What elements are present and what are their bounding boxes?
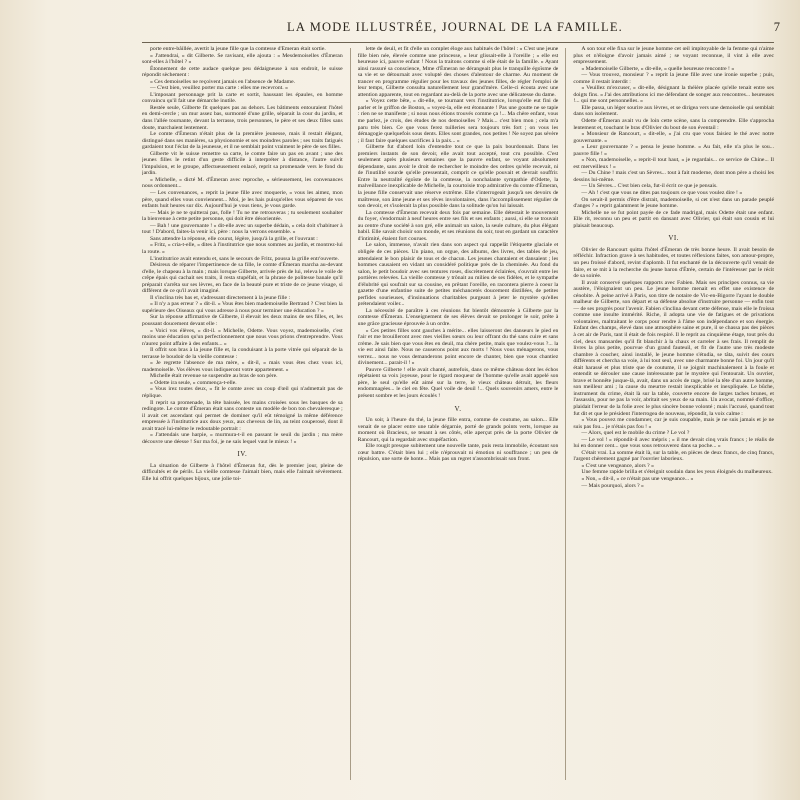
paragraph: « Voyez cette bête, » dit-elle, se tournant vers l'institutrice, lorsqu'elle eut fini de parler et le griffon de Boston, « voyez-la, elle est étonnante ! Pas une goutte ne se tapie : rien ne se manifeste ; si nous nous étions trouvés comme ça !... Ma chère enfant, vous me parlez, je crois, des études de nos demoiselles ? Mais... c'est bien mon ; cela m'a paru très bien. Ce que vous ferez tuilleries sera toujours très fort ; on vous les démagogie quelquefois sous dents. Elles sont grandes, nos petites ! Ne soyez pas sévère ; il faut faire quelques sacrifices à la paix... »: [357, 98, 559, 144]
paragraph: Le comte d'Émeran n'était plus de la première jeunesse, mais il restait élégant, distingué dans ses manières, sa physionomie et ses moindres paroles ; ses traits fatigués gardaient tout l'éclat de la jeunesse, et il ne semblait point vraiment le père de ses filles.: [142, 131, 343, 151]
paragraph: L'imposant personnage prit la carte et sortit, haussant les épaules, en homme convaincu qu'il fait une démarche inutile.: [142, 91, 343, 105]
paragraph: Gilberte vit le suisse remettre sa carte, le comte faire un pas en avant ; une des jeunes filles le retint d'un geste difficile à interpréter à distance, l'autre suivit l'impulsion, et le groupe, affectueusement enlacé, reprit sa promenade vers le fond du jardin.: [142, 150, 343, 177]
paragraph: — Vous trouvez, monsieur ? » reprit la jeune fille avec une ironie superbe ; puis, comme il restait interdit :: [573, 72, 774, 85]
paragraph: Michelle était revenue se suspendre au bras de son père.: [150, 373, 278, 380]
paragraph: — Bah ! une gouvernante ! » dit-elle avec un superbe dédain, « cela doit s'habituer à tout ! D'abord, faites-la venir ici, père : nous la verrons ensemble. »: [142, 222, 343, 236]
column-3: [573, 46, 774, 780]
paragraph: « Non, » dit-il, « ce n'était pas une vengeance... »: [581, 476, 694, 482]
paragraph: — Les convenances, » reprit la jeune fille avec moquerie, « vous les aimez, mon père, quand elles vous conviennent... Moi, je les hais puisqu'elles vous séparent de vos enfants huit heures sur dix. Aujourd'hui je vous tiens, je vous garde.: [142, 190, 343, 210]
paragraph: À son tour elle fixa sur le jeune homme cet œil impitoyable de la femme qui n'aime plus et n'éloigne d'avoir jamais aimé ; se voyant reconnue, il vint à elle avec empressement.: [573, 46, 774, 66]
paragraph: « Voici vos élèves, » dit-il. « Michelle, Odette. Vous voyez, mademoiselle, c'est moins une éducation qu'un perfectionnement que nous vous prions d'entreprendre. Vous n'aurez point affaire à des enfants... »: [142, 327, 343, 347]
column-1: [142, 46, 343, 780]
paragraph: Gilberte fut d'abord loin d'entendre tout ce que la paix bourdonnait. Dans les premiers instants de son devoir, elle avait tout accepté, tout cru possible. C'est seulement après plusieurs semaines que la pauvre enfant, se voyant absolument dépendante, sans avoir le droit de rechercher le moindre des ordres qu'elle recevait, ni de l'inutilité sourde qu'elle pressentait, comprit ce qu'elle pouvait et devrait souffrir. Entre la neutralité égoïste de la comtesse, la nonchalante sympathie d'Odette, la malveillance inexplicable de Michelle, la courtoisie trop admirative du comte d'Émeran, la jeune fille conservait une réserve extrême. Elle s'interrogeait jusqu'à ses devoirs de maîtresse, son âme jeune et ses rêves involontaires, dans l'accomplissement régulier de son devoir, et s'isolerait la plus possible dans la solitude qu'on lui laissait.: [357, 144, 559, 210]
paragraph: « Odette ira seule, » commença-t-elle.: [150, 379, 237, 386]
section-heading: IV.: [237, 450, 248, 459]
paragraph: « Vous irez toutes deux, » fit le comte avec un coup d'œil qui n'admettait pas de réplique.: [142, 386, 343, 399]
journal-title: LA MODE ILLUSTRÉE, JOURNAL DE LA FAMILLE.: [287, 20, 623, 34]
paragraph: Restée seule, Gilberte fit quelques pas au dehors. Les bâtiments entouraient l'hôtel en demi-cercle ; un mur assez bas, surmonté d'une grille, séparait la cour du jardin, et dans l'allée tournante, devant la terrasse, trois personnes, le père et ses deux filles sans doute, marchaient lentement.: [142, 104, 343, 131]
page-number: 7: [773, 20, 780, 34]
paragraph: Il s'inclina très bas et, s'adressant directement à la jeune fille :: [150, 294, 291, 301]
paragraph: « Je regrette l'absence de ma mère, » dit-il, « mais vous êtes chez vous ici, mademoiselle. Vos élèves vous indiqueront votre appartement. »: [142, 360, 343, 373]
paragraph: Désireux de réparer l'impertinence de sa fille, le comte d'Émeran marcha au-devant d'elle, le chapeau à la main ; mais lorsque Gilberte, arrivée près de lui, releva le voile de crêpe épais qui cachait ses traits, il resta stupéfait, et la phrase de politesse banale qu'il préparait s'arrêta sur ses lèvres, en face de la beauté pure et triste de ce jeune visage, si différent de ce qu'il avait imaginé.: [142, 262, 343, 295]
paragraph: Michelle ne se fut point payée de ce fade madrigal, mais Odette était une enfant. Elle rit, reconnu un peu et partit en dansant avec Olivier, qui était son cousin et lui plaisait beaucoup.: [573, 209, 774, 229]
paragraph: Sans attendre la réponse, elle courut, légère, jusqu'à la grille, et l'ouvrant :: [150, 235, 318, 242]
paragraph: — Mais pourquoi, alors ? »: [581, 482, 644, 489]
paragraph: Il offrit son bras à la jeune fille et, la conduisant à la porte vitrée qui séparait de la terrasse le boudoir de la vieille comtesse :: [142, 347, 343, 360]
paragraph: — Le vol ! » répondit-il avec mépris ; « il me devait cinq vrais francs ; le réalis de lui en donner cent... que vous sous retrouverez dans sa poche... »: [573, 436, 774, 450]
column-divider: [350, 48, 351, 780]
paragraph: « Fritz, » cria-t-elle, « dites à l'institutrice que nous sommes au jardin, et montrez-lui la route. »: [142, 242, 343, 255]
paragraph: porte entre-bâillée, avertit la jeune fille que la comtesse d'Émeran était sortie.: [150, 46, 326, 52]
paragraph: « Ces petites filles sont gauches à mérite... elles laisseront des danseurs le pied en l'air et me brouilleront avec mes vieilles sœurs ou leur offrant du thé sans cuire et sans crème. Je sais bien que vous êtes en deuil, ma chère petite, mais que voulez-vous ?... la vie est ainsi faite. Nous ne causerons point aux morts ! Nous vous ménagerons, vous verrez... nous ne vous demanderons point encore de chanter, bien que vous chantiez divinement... parait-il ! »: [357, 327, 559, 367]
paragraph: La situation de Gilberte à l'hôtel d'Émeran fut, dès le premier jour, pleine de difficultés et de périls. La vieille comtesse l'aimait bien, mais elle l'aimait sévèrement. Elle lui offrit quelques bijoux, une jolie toi-: [142, 462, 343, 482]
paragraph: « Leur gouvernante ? » pensa le jeune homme. « Au fait, elle n'a plus le sou... pauvre fille ! »: [573, 144, 774, 157]
paragraph: « C'est une vengeance, alors ? »: [581, 462, 654, 469]
paragraph: Étonnement de cette audace quelque peu dédaigneuse à son endroit, le suisse répondit sèchement :: [142, 65, 343, 79]
paragraph: Elle rougit presque subitement une nouvelle tante, puis resta immobile, écoutant son cœur battre. C'était bien lui ; elle n'éprouvait ni émotion ni souffrance ; un peu de répulsion, une sorte de honte... Mais pas un regret n'assombrissait son front.: [357, 443, 559, 463]
paragraph: « Veuillez m'excuser, » dit-elle, désignant la théière placée qu'elle tenait entre ses doigts fins. « J'ai des attributions ici me défendant de songer aux rencontres... heureuses !... qui me sont personnelles. »: [573, 85, 774, 105]
paragraph: Elle passa, un léger sourire aux lèvres, et se dirigea vers une demoiselle qui semblait dans son isolement.: [573, 104, 774, 118]
column-2: [358, 46, 559, 780]
paragraph: Il avait conservé quelques rapports avec Fabien. Mais ses principes connus, sa vie austère, l'éloignaient un peu. Le jeune homme menait en effet une existence de cénobite. À peine arrivé à Paris, son titre de notaire de Vic-en-Bigorre l'ayant le double malheur de Gilberte, son départ et sa défense absolue d'instruire personne — enfin tout — de ses progrès pour l'avenir. Fabien s'inclina devant cette défense, mais elle le froissa comme une insulte immérité. Riche, il adopta une vie de fatigues et de privations volontaires, maltraitant le corps pour rendre à l'âme son indépendance et son énergie. Enfant des champs, élevé dans une atmosphère saine et pure, il se chassa pas des pièces à cet air de Paris, tant il était de fois respiré. Il le reprit au cinquième étage, tout près du ciel, deux mansardes qu'il fit blanchir à la chaux et carreler à ses frais. Il remplit de livres la plus petite, pourvue d'un grand fauteuil, et fit de l'autre une très modeste chambre à coucher, ainsi installé, le jeune homme s'étudia, se tâta, suivit des cours différents et chercha sa voie, à lui tout seul, avec une charmante bonne foi. Un jour qu'il était harassé et plus triste que de coutume, il se joignit machinalement à la foule et entendit se dérouler une cause intéressante par le mystère qui l'entourait. Un ouvrier, brave et honnête jusque-là, avait, dans un accès de rage, brisé la tête d'un autre homme, son meilleur ami ; la cause du meurtre restait inexplicable et inexpliquée. Le bûche, instrument du crime, était là sur la table, couverte encore de larges taches brunes, et l'assassin, pour ne pas la voir, abritait ses yeux de sa main. Un avocat, nommé d'office, plaidait l'erreur de la folie avec le plus sincère bonne volonté ; mais l'accusé, quand tout fut dit et que le président l'interrogea de nouveau, répondit, la voix calme :: [573, 279, 774, 417]
paragraph: — Mais je ne te quitterai pas, folle ! Tu ne me retrouveras ; tu seulement souhaiter la bienvenue à cette petite personne, qui doit être désorientée.: [142, 209, 343, 223]
section-heading: V.: [454, 404, 462, 413]
paragraph: Un soir, à l'heure du thé, la jeune fille entra, comme de coutume, au salon... Elle venait de se placer entre une table dégarnie, porté de grands points verts, lorsque au moment où Bracieux, se tenant à ses côtés, elle aperçut près de la porte Olivier de Rancourt, qui la regardait avec stupéfaction.: [357, 417, 559, 443]
paragraph: « Ces demoiselles ne reçoivent jamais en l'absence de Madame.: [150, 78, 296, 85]
paragraph: On serait-il permis d'être distrait, mademoiselle, si cet n'est dans un parade peuplé d'anges ? » reprit galamment le jeune homme.: [573, 196, 774, 210]
paragraph: « J'attendais une harpie, » murmura-t-il en passant le seuil du jardin ; ma mère découvre une déesse ! Sur ma foi, je ne sais lequel vaut le mieux ! »: [142, 432, 343, 445]
header-rule: [142, 42, 774, 43]
paragraph: « Il n'y a pas erreur ? » dit-il. « Vous êtes bien mademoiselle Bertrand ? C'est bien la supérieure des Oiseaux qui vous adresse à nous pour terminer une éducation ? »: [142, 301, 343, 314]
running-header: [130, 20, 780, 40]
paragraph: Le salon, immense, n'avait rien dans son aspect qui rappelât l'étiquette glaciale et obligée de ces pièces. Un piano, un orgue, des albums, des livres, des tables de jeu, attendaient le bon plaisir de tous et de chacun. Les jeunes chantaient et dansaient ; les hommes causaient en vidant un considéré politique près de la cheminée. Au fond du salon, le petit boudoir avec ses tentures roses, discrètement éclairées, s'ouvrait entre les portières relevées. La vieille comtesse y trônait au milieu de ses fidèles, et le sympathe d'élubrité qui soufrait sur sa cousine, en prêtant l'oreille, en racontera pierre à coeur la gazette d'une enfantine suite de petites méchancetés doucement distillées, de petites perfides sourieuses, d'insinuations charitables purgeant à jeter le mystère qu'elles prétendaient voiler...: [357, 242, 559, 308]
paragraph: La comtesse d'Émeran recevait deux fois par semaine. Elle détestait le mouvement du foyer, s'endormait à neuf heures entre ses fils et ses enfants ; aussi, si elle se trouvait au centre d'une société à son gré, elle animait un salon, la seule culture, du plus élégant babil. Elle savait choisir son monde, et ses réunions du soir, tout en gardant un caractère d'intimité, étaient fort courues.: [357, 209, 559, 242]
paragraph: Il reprit sa promenade, la tête baissée, les mains croisées sous les basques de sa redingote. Le comte d'Émeran était sans conteste un modèle de bon ton chevaleresque ; il avait cet ascendant qui permet de dominer qu'il eût témoigné la même déférence empressée à l'institutrice aux doux yeux, aux cheveux de lin, au teint couperosé, dont il avait tracé lui-même le redoutable portrait :: [142, 399, 343, 432]
paragraph: lette de deuil, et fit d'elle un complet éloge aux habitués de l'hôtel : « C'est une jeune fille bien née, élevée comme une princesse, » leur glissait-elle à l'oreille ; « elle est heureuse ici, pauvre enfant ! Nous la traitons comme si elle était de la famille. » Ayant ainsi rassuré sa conscience, Mme d'Émeran ne dérangeait plus le tranquille égoïsme de sa vie et se détournait avec volupté des choses d'alentour de charme. Au moment de trancer en programme régulier pour les travaux des jeunes filles, de régler l'emploi de leur temps, Gilberte consulta naturellement leur grand'mère. Celle-ci écouta avec une attention apparente, tout en regardant au-delà de la porte avec une délicatesse du dame.: [357, 46, 559, 98]
paragraph: « Vous pouvez me condamner, car je suis coupable, mais je ne suis jamais et je ne suis pas fou... je n'étais pas fou ! »: [573, 417, 774, 430]
paragraph: Odette d'Émeran avait vu de loin cette scène, sans la comprendre. Elle s'approcha lentement et, touchant le bras d'Olivier du bout de son éventail :: [573, 118, 774, 131]
text-columns: [142, 46, 774, 780]
paragraph: — Du Chine ! mais c'est un Sèvres... tout à fait moderne, dont mon père a choisi les dessins lui-même.: [573, 170, 774, 183]
paragraph: — Un Sèvres... C'est bien cela, fut-il écrit ce que je pensais.: [581, 183, 718, 190]
paragraph: Pauvre Gilberte ! elle avait chanté, autrefois, dans ce même château dont les échos répétaient sa voix joyeuse, pour le rigard moqueur de l'homme qu'elle avait appelé son père, le seul qu'elle eût aimé sur la terre, le vieux château détruit, les fleurs endommagées... le ciel en fête. Quel voile de deuil !... Quels souvenirs amers, entre le présent sombre et les jours écoulés !: [357, 366, 559, 399]
paragraph: « Mademoiselle Gilberte, » dit-elle, « quelle heureuse rencontre ! »: [581, 65, 735, 72]
paragraph: — C'est bien, veuillez porter ma carte : elles me recevront. »: [150, 85, 288, 92]
column-divider: [565, 48, 566, 780]
paragraph: — Alors, quel est le mobile du crime ? Le vol ?: [581, 430, 690, 437]
paragraph: « Non, mademoiselle, » reprit-il tout haut, « je regardais... ce service de Chine... Il est merveilleux ! »: [573, 157, 774, 170]
paragraph: — Ah ! c'est que vous ne dites pas toujours ce que vous voulez dire ! »: [581, 190, 743, 197]
paragraph: C'était vrai. La somme était là, sur la table, en pièces de deux francs, de cinq francs, l'argent chèrement gagné par l'ouvrier laborieux.: [573, 449, 774, 463]
section-heading: VI.: [668, 234, 679, 243]
paragraph: « J'attendrai, » dit Gilberte. Se ravisant, elle ajouta : « Mesdemoiselles d'Émeran sont-elles à l'hôtel ? »: [142, 52, 343, 66]
paragraph: Sur la réponse affirmative de Gilberte, il élevait les deux mains de ses filles, et, les poussant doucement devant elle :: [142, 314, 343, 327]
paragraph: L'institutrice avait entendu et, sans le secours de Fritz, poussa la grille entr'ouverte.: [150, 255, 339, 262]
paragraph: Olivier de Rancourt quitta l'hôtel d'Émeran de très bonne heure. Il avait besoin de réfléchir. Infraction grave à ses habitudes, et toutes réflexions faites, son amour-propre, un peu froissé d'abord, revint d'aplomb. Il fut enchanté de la découverte qu'il venait de faire, et se mit à la recherche du jeune baron d'Étrée, certain de l'intéresser par le récit de sa soirée.: [573, 246, 774, 280]
paragraph: La nécessité de paraître à ces réunions fut bientôt démontrée à Gilberte par la comtesse d'Émeran. L'enseignement de ses élèves devait se prolonger le soir, prête à une grâce gracieuse éprouvée à un ordre.: [357, 307, 559, 327]
paragraph: « Monsieur de Rancourt, » dit-elle, « j'ai cru que vous faisiez le thé avec notre gouvernante. »: [573, 131, 774, 144]
paragraph: « Michelle, » dicté M. d'Émeran avec reproche, « sérieusement, les convenances nous ordonnent...: [142, 176, 343, 190]
paragraph: Une femme rapide brilla et s'éteignit soudain dans les yeux éloignés du malheureux.: [581, 469, 773, 476]
